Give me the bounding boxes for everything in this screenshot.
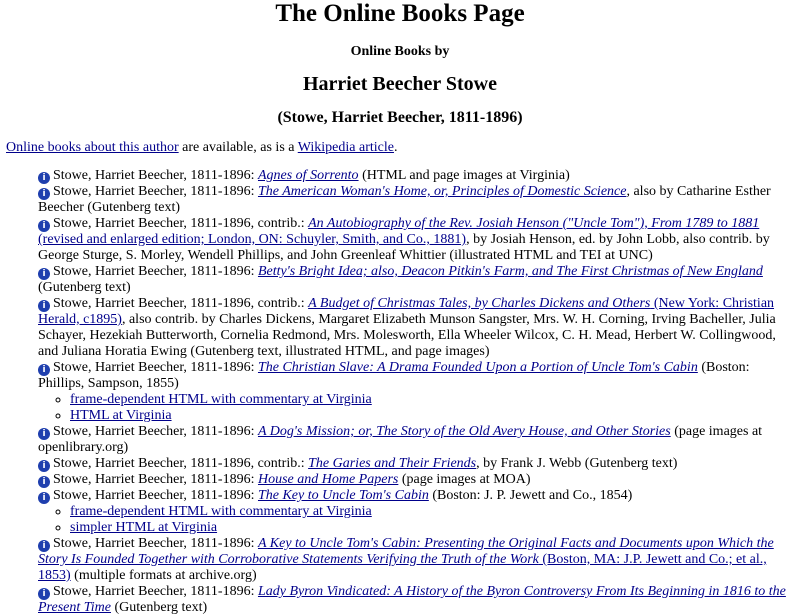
book-entry xyxy=(38,584,794,616)
entry-title: Lady Byron Vindicated: A History of the Byron Controversy From Its Beginning in 1816 to the Present Time xyxy=(38,584,786,615)
book-entry xyxy=(38,456,794,472)
entry-author: Stowe, Harriet Beecher, 1811-1896, contrib.: xyxy=(53,456,305,471)
entry-note: (Gutenberg text) xyxy=(38,280,131,295)
entry-author: Stowe, Harriet Beecher, 1811-1896: xyxy=(53,264,255,279)
book-entry xyxy=(38,472,794,488)
book-entry xyxy=(38,360,794,424)
info-icon[interactable]: i xyxy=(38,300,50,312)
entry-title: Betty's Bright Idea; also, Deacon Pitkin's Farm, and The First Christmas of New England xyxy=(257,264,763,279)
entry-note: (page images at openlibrary.org) xyxy=(38,424,763,455)
format-item xyxy=(70,408,794,424)
info-icon[interactable]: i xyxy=(38,268,50,280)
site-title: The Online Books Page xyxy=(275,0,525,27)
book-entry xyxy=(38,488,794,536)
format-item xyxy=(70,504,794,520)
format-item xyxy=(70,520,794,536)
entry-title: The American Woman's Home, or, Principles of Domestic Science xyxy=(257,184,627,199)
book-entry xyxy=(38,168,794,184)
entry-title-link[interactable] xyxy=(258,168,359,183)
entry-note: (Boston: Phillips, Sampson, 1855) xyxy=(38,360,750,391)
book-entry xyxy=(38,296,794,360)
entry-author: Stowe, Harriet Beecher, 1811-1896: xyxy=(53,536,255,551)
entry-title-link[interactable] xyxy=(308,456,476,471)
intro-text: are available, as is a xyxy=(178,140,298,155)
entry-edition-link[interactable]: (New York: Christian Herald, c1895) xyxy=(38,296,775,327)
book-entry xyxy=(38,184,794,216)
entry-title: Agnes of Sorrento xyxy=(257,168,359,183)
entry-note: (HTML and page images at Virginia) xyxy=(358,168,570,183)
book-entry xyxy=(38,536,794,584)
entry-title-link[interactable] xyxy=(308,216,759,231)
format-list xyxy=(38,504,794,536)
entry-author: Stowe, Harriet Beecher, 1811-1896: xyxy=(53,584,255,599)
entry-author: Stowe, Harriet Beecher, 1811-1896: xyxy=(53,360,255,375)
entry-note: , by Frank J. Webb (Gutenberg text) xyxy=(476,456,678,471)
entry-note: , by Josiah Henson, ed. by John Lobb, also contrib. by George Sturge, S. Morley, Wendell Phillips, and John Greenleaf Whittier (illustrated HTML and TEI at UNC) xyxy=(38,232,770,263)
book-list xyxy=(6,168,794,616)
book-entry xyxy=(38,216,794,264)
books-about-author-link[interactable]: Online books about this author xyxy=(6,140,179,155)
entry-author: Stowe, Harriet Beecher, 1811-1896: xyxy=(53,424,255,439)
entry-note: (multiple formats at archive.org) xyxy=(70,568,257,583)
entry-edition-link[interactable]: (revised and enlarged edition; London, ON: Schuyler, Smith, and Co., 1881) xyxy=(38,232,467,247)
entry-author: Stowe, Harriet Beecher, 1811-1896: xyxy=(53,168,255,183)
info-icon[interactable]: i xyxy=(38,476,50,488)
subtitle: Online Books by xyxy=(350,44,450,59)
author-name: Harriet Beecher Stowe xyxy=(303,73,497,95)
entry-title: The Garies and Their Friends xyxy=(308,456,477,471)
entry-author: Stowe, Harriet Beecher, 1811-1896, contrib.: xyxy=(53,296,305,311)
entry-edition-link[interactable]: (Boston, MA: J.P. Jewett and Co.; et al., 1853) xyxy=(38,552,767,583)
entry-title-link[interactable] xyxy=(258,472,398,487)
entry-title: A Budget of Christmas Tales, by Charles Dickens and Others xyxy=(308,296,651,311)
intro-end: . xyxy=(393,140,398,155)
info-icon[interactable]: i xyxy=(38,460,50,472)
format-link[interactable]: simpler HTML at Virginia xyxy=(70,520,218,535)
entry-title-link[interactable] xyxy=(258,264,763,279)
info-icon[interactable]: i xyxy=(38,188,50,200)
entry-note: (page images at MOA) xyxy=(398,472,531,487)
author-alt-name: (Stowe, Harriet Beecher, 1811-1896) xyxy=(277,109,523,126)
entry-author: Stowe, Harriet Beecher, 1811-1896: xyxy=(53,472,255,487)
entry-author: Stowe, Harriet Beecher, 1811-1896: xyxy=(53,184,255,199)
info-icon[interactable]: i xyxy=(38,220,50,232)
entry-title-link[interactable] xyxy=(258,360,698,375)
entry-title: The Christian Slave: A Drama Founded Upon a Portion of Uncle Tom's Cabin xyxy=(257,360,698,375)
info-icon[interactable]: i xyxy=(38,428,50,440)
entry-title: A Key to Uncle Tom's Cabin: Presenting the Original Facts and Documents upon Which the Story Is Founded Together with Corroborative Statements Verifying the Truth of the Work xyxy=(38,536,774,567)
entry-title: The Key to Uncle Tom's Cabin xyxy=(257,488,429,503)
info-icon[interactable]: i xyxy=(38,588,50,600)
entry-title: House and Home Papers xyxy=(257,472,399,487)
entry-note: (Boston: J. P. Jewett and Co., 1854) xyxy=(428,488,633,503)
format-link[interactable]: frame-dependent HTML with commentary at Virginia xyxy=(70,392,372,407)
intro-paragraph xyxy=(6,140,794,156)
entry-title-link[interactable] xyxy=(258,488,429,503)
info-icon[interactable]: i xyxy=(38,172,50,184)
format-item xyxy=(70,392,794,408)
entry-title: An Autobiography of the Rev. Josiah Henson ("Uncle Tom"), From 1789 to 1881 xyxy=(308,216,760,231)
format-link[interactable]: HTML at Virginia xyxy=(70,408,172,423)
entry-title-link[interactable] xyxy=(258,424,671,439)
entry-title-link[interactable] xyxy=(308,296,650,311)
book-entry xyxy=(38,264,794,296)
info-icon[interactable]: i xyxy=(38,492,50,504)
entry-note: , also contrib. by Charles Dickens, Margaret Elizabeth Munson Sangster, Mrs. W. H. Corning, Irving Bacheller, Julia Schayer, Hezekiah Butterworth, Cornelia Redmond, Mrs. Molesworth, Ella Wheeler Wilcox, C. H. Mead, Herbert W. Collingwood, and Juliana Horatia Ewing (Gutenberg text, illustrated HTML, and page images) xyxy=(38,312,776,359)
entry-title-link[interactable] xyxy=(258,184,627,199)
entry-note: (Gutenberg text) xyxy=(110,600,208,615)
book-entry xyxy=(38,424,794,456)
wikipedia-link[interactable]: Wikipedia article xyxy=(297,140,394,155)
entry-title: A Dog's Mission; or, The Story of the Old Avery House, and Other Stories xyxy=(257,424,671,439)
info-icon[interactable]: i xyxy=(38,540,50,552)
entry-note: , also by Catharine Esther Beecher (Gutenberg text) xyxy=(38,184,771,215)
format-list xyxy=(38,392,794,424)
format-link[interactable]: frame-dependent HTML with commentary at Virginia xyxy=(70,504,372,519)
info-icon[interactable]: i xyxy=(38,364,50,376)
entry-author: Stowe, Harriet Beecher, 1811-1896: xyxy=(53,488,255,503)
entry-author: Stowe, Harriet Beecher, 1811-1896, contrib.: xyxy=(53,216,305,231)
